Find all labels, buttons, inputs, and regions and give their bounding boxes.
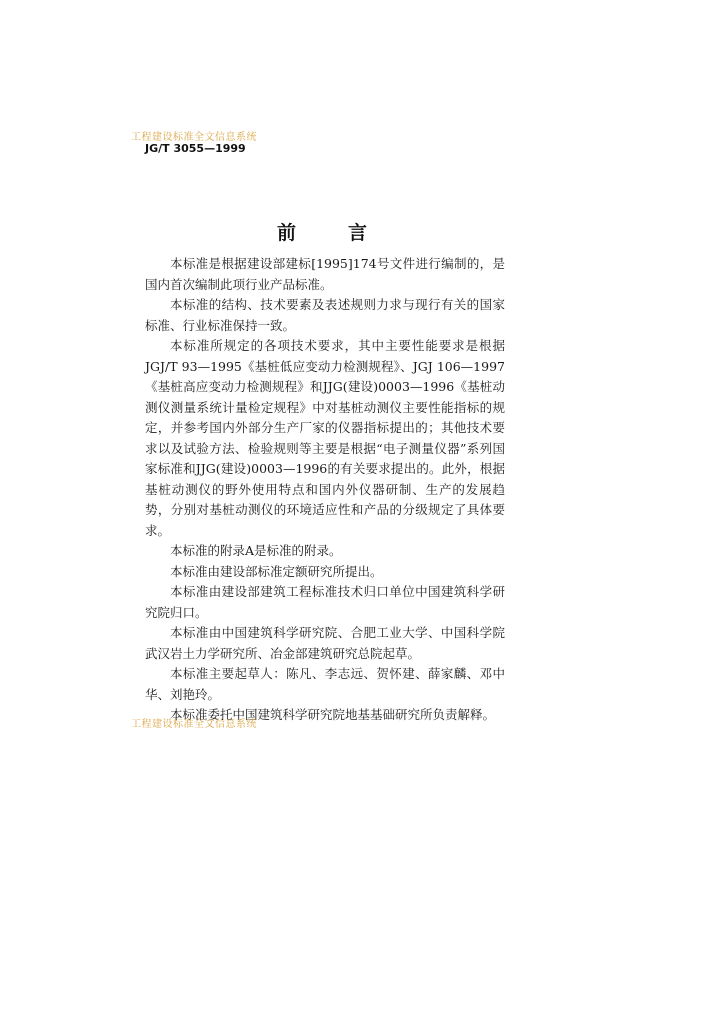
paragraph: 本标准由建设部建筑工程标准技术归口单位中国建筑科学研究院归口。 — [145, 584, 505, 620]
page-title: 前言 — [276, 222, 419, 244]
paragraph: 本标准由建设部标准定额研究所提出。 — [170, 563, 383, 579]
paragraph: 本标准是根据建设部建标[1995]174号文件进行编制的，是国内首次编制此项行业产品标准。 — [145, 256, 505, 292]
paragraph: 本标准由中国建筑科学研究院、合肥工业大学、中国科学院武汉岩土力学研究所、冶金部建筑研究总院起草。 — [145, 625, 505, 661]
paragraph: 本标准委托中国建筑科学研究院地基基础研究所负责解释。 — [170, 707, 496, 722]
watermark-top: 工程建设标准全文信息系统 — [131, 132, 257, 143]
foreword-body — [145, 254, 505, 726]
paragraph: 本标准所规定的各项技术要求，其中主要性能要求是根据JGJ/T 93—1995《基桩低应变动力检测规程》、JGJ 106—1997《基桩高应变动力检测规程》和JJG(建设)0003—1996《基桩动测仪测量系统计量检定规程》中对基桩动测仪主要性能指标的规定，并参考国内外部分生产厂家的仪器指标提出的；其他技术要求以及试验方法、检验规则等主要是根据“电子测量仪器”系列国家标准和JJG(建设)0003—1996的有关要求提出的。此外，根据基桩动测仪的野外使用特点和国内外仪器研制、生产的发展趋势，分别对基桩动测仪的环境适应性和产品的分级规定了具体要求。 — [145, 338, 505, 538]
standard-code: JG/T 3055—1999 — [145, 142, 246, 155]
paragraph: 本标准的附录A是标准的附录。 — [170, 543, 342, 558]
paragraph: 本标准的结构、技术要素及表述规则力求与现行有关的国家标准、行业标准保持一致。 — [145, 297, 505, 333]
paragraph: 本标准主要起草人：陈凡、李志远、贺怀建、薛家麟、邓中华、刘艳玲。 — [145, 666, 505, 702]
watermark-bottom: 工程建设标准全文信息系统 — [131, 719, 257, 730]
